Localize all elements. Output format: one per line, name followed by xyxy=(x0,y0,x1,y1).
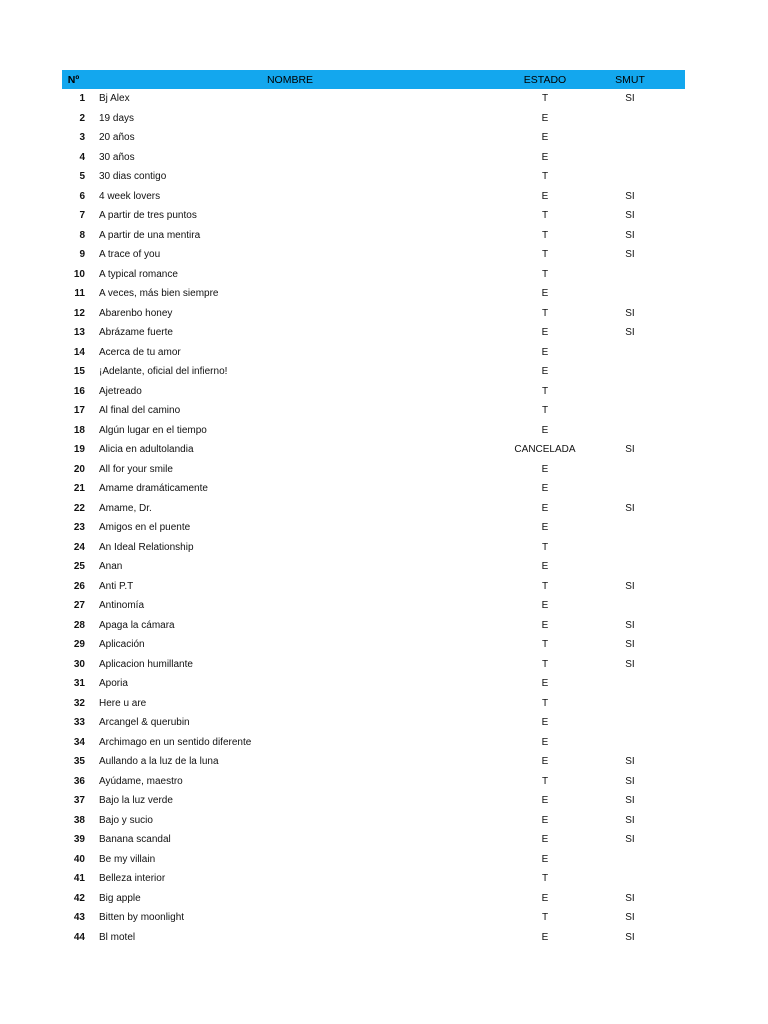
table-row xyxy=(62,557,685,577)
row-name: Aplicacion humillante xyxy=(99,658,193,670)
row-name: Archimago en un sentido diferente xyxy=(99,736,252,748)
row-name: Be my villain xyxy=(99,853,156,865)
row-smut: SI xyxy=(625,834,635,846)
row-smut: SI xyxy=(625,931,635,943)
row-smut: SI xyxy=(625,229,635,241)
table-row xyxy=(62,889,685,909)
row-state: T xyxy=(541,658,549,670)
row-number: 6 xyxy=(79,190,85,202)
row-name: Alicia en adultolandia xyxy=(99,444,194,456)
table-body xyxy=(62,89,685,947)
row-name: Abrázame fuerte xyxy=(99,327,173,339)
row-number: 23 xyxy=(73,522,85,534)
table-row xyxy=(62,440,685,460)
table-row xyxy=(62,811,685,831)
row-name: Here u are xyxy=(99,697,147,709)
table-row xyxy=(62,362,685,382)
row-name: A trace of you xyxy=(99,249,161,261)
table-row xyxy=(62,577,685,597)
table-row xyxy=(62,148,685,168)
row-number: 9 xyxy=(79,249,85,261)
row-state: E xyxy=(541,288,549,300)
row-smut: SI xyxy=(625,639,635,651)
row-smut: SI xyxy=(625,444,635,456)
row-number: 31 xyxy=(73,678,85,690)
table-row xyxy=(62,772,685,792)
row-name: Bl motel xyxy=(99,931,136,943)
row-state: E xyxy=(541,600,549,612)
table-row xyxy=(62,596,685,616)
row-state: E xyxy=(541,112,549,124)
header-num: Nº xyxy=(67,73,80,86)
table-row xyxy=(62,869,685,889)
row-number: 21 xyxy=(73,483,85,495)
row-state: E xyxy=(541,892,549,904)
row-number: 35 xyxy=(73,756,85,768)
row-state: E xyxy=(541,502,549,514)
row-name: All for your smile xyxy=(99,463,173,475)
row-state: E xyxy=(541,717,549,729)
row-state: T xyxy=(541,405,549,417)
table-row xyxy=(62,928,685,948)
row-number: 28 xyxy=(73,619,85,631)
row-name: Algún lugar en el tiempo xyxy=(99,424,207,436)
table-row xyxy=(62,674,685,694)
table-header xyxy=(62,70,685,89)
row-state: E xyxy=(541,366,549,378)
row-number: 1 xyxy=(79,93,85,105)
row-state: E xyxy=(541,736,549,748)
table-row xyxy=(62,830,685,850)
row-smut: SI xyxy=(625,327,635,339)
row-name: Abarenbo honey xyxy=(99,307,173,319)
row-name: Arcangel & querubin xyxy=(99,717,190,729)
table-row xyxy=(62,167,685,187)
table-row xyxy=(62,226,685,246)
row-number: 44 xyxy=(73,931,85,943)
row-name: Big apple xyxy=(99,892,141,904)
row-number: 42 xyxy=(73,892,85,904)
row-state: E xyxy=(541,190,549,202)
row-state: E xyxy=(541,561,549,573)
row-name: A partir de una mentira xyxy=(99,229,201,241)
row-smut: SI xyxy=(625,307,635,319)
row-smut: SI xyxy=(625,775,635,787)
table-row xyxy=(62,284,685,304)
row-name: 4 week lovers xyxy=(99,190,161,202)
row-state: T xyxy=(541,385,549,397)
table-row xyxy=(62,752,685,772)
row-smut: SI xyxy=(625,912,635,924)
row-state: T xyxy=(541,268,549,280)
row-number: 19 xyxy=(73,444,85,456)
row-smut: SI xyxy=(625,190,635,202)
row-name: A partir de tres puntos xyxy=(99,210,197,222)
row-number: 26 xyxy=(73,580,85,592)
row-name: Ámame dramáticamente xyxy=(99,483,208,495)
row-name: Aplicación xyxy=(99,639,145,651)
row-smut: SI xyxy=(625,249,635,261)
row-smut: SI xyxy=(625,658,635,670)
row-state: E xyxy=(541,619,549,631)
row-number: 24 xyxy=(73,541,85,553)
table-row xyxy=(62,655,685,675)
row-smut: SI xyxy=(625,795,635,807)
row-state: E xyxy=(541,522,549,534)
row-number: 32 xyxy=(73,697,85,709)
table-row xyxy=(62,109,685,129)
row-number: 3 xyxy=(79,132,85,144)
spreadsheet-table xyxy=(62,70,685,947)
row-number: 25 xyxy=(73,561,85,573)
row-number: 29 xyxy=(73,639,85,651)
row-smut: SI xyxy=(625,580,635,592)
row-number: 38 xyxy=(73,814,85,826)
table-row xyxy=(62,616,685,636)
row-name: Acerca de tu amor xyxy=(99,346,181,358)
table-row xyxy=(62,401,685,421)
row-number: 33 xyxy=(73,717,85,729)
row-number: 20 xyxy=(73,463,85,475)
table-row xyxy=(62,265,685,285)
row-number: 37 xyxy=(73,795,85,807)
row-name: Al final del camino xyxy=(99,405,181,417)
table-row xyxy=(62,206,685,226)
row-state: T xyxy=(541,93,549,105)
row-number: 11 xyxy=(74,288,85,300)
row-name: A veces, más bien siempre xyxy=(99,288,219,300)
row-smut: SI xyxy=(625,210,635,222)
row-number: 16 xyxy=(73,385,85,397)
row-name: Bajo y sucio xyxy=(99,814,153,826)
row-state: T xyxy=(541,639,549,651)
row-name: Ajetreado xyxy=(99,385,142,397)
row-name: Banana scandal xyxy=(99,834,171,846)
row-name: 19 days xyxy=(99,112,135,124)
row-name: Ámame, Dr. xyxy=(99,502,152,514)
table-row xyxy=(62,499,685,519)
table-row xyxy=(62,421,685,441)
row-name: 20 años xyxy=(99,132,135,144)
table-row xyxy=(62,713,685,733)
row-state: T xyxy=(541,210,549,222)
row-name: Amigos en el puente xyxy=(99,522,191,534)
header-name: NOMBRE xyxy=(266,73,314,86)
row-state: T xyxy=(541,307,549,319)
row-number: 34 xyxy=(73,736,85,748)
row-state: E xyxy=(541,756,549,768)
row-name: An Ideal Relationship xyxy=(99,541,194,553)
table-row xyxy=(62,850,685,870)
row-state: T xyxy=(541,873,549,885)
row-name: Ayúdame, maestro xyxy=(99,775,183,787)
row-number: 27 xyxy=(73,600,85,612)
row-state: E xyxy=(541,424,549,436)
row-name: Aporia xyxy=(99,678,128,690)
row-name: Anti P.T xyxy=(99,580,134,592)
row-state: T xyxy=(541,912,549,924)
row-number: 30 xyxy=(73,658,85,670)
row-smut: SI xyxy=(625,892,635,904)
row-number: 5 xyxy=(79,171,85,183)
row-state: T xyxy=(541,580,549,592)
row-name: Anan xyxy=(99,561,123,573)
table-row xyxy=(62,908,685,928)
row-state: E xyxy=(541,834,549,846)
row-name: Bajo la luz verde xyxy=(99,795,173,807)
row-name: Bj Alex xyxy=(99,93,130,105)
row-number: 18 xyxy=(73,424,85,436)
row-name: 30 dias contigo xyxy=(99,171,167,183)
table-row xyxy=(62,635,685,655)
row-number: 4 xyxy=(79,151,85,163)
row-smut: SI xyxy=(625,502,635,514)
table-row xyxy=(62,128,685,148)
row-name: Bitten by moonlight xyxy=(99,912,185,924)
row-state: E xyxy=(541,327,549,339)
table-row xyxy=(62,187,685,207)
row-name: Belleza interior xyxy=(99,873,166,885)
row-name: A typical romance xyxy=(99,268,178,280)
row-number: 39 xyxy=(73,834,85,846)
row-state: E xyxy=(541,795,549,807)
table-row xyxy=(62,518,685,538)
table-row xyxy=(62,694,685,714)
table-row xyxy=(62,245,685,265)
table-row xyxy=(62,382,685,402)
row-state: T xyxy=(541,229,549,241)
table-row xyxy=(62,791,685,811)
row-number: 15 xyxy=(73,366,85,378)
row-smut: SI xyxy=(625,619,635,631)
header-smut: SMUT xyxy=(615,73,645,86)
row-number: 10 xyxy=(73,268,85,280)
table-row xyxy=(62,89,685,109)
row-number: 13 xyxy=(73,327,85,339)
row-state: E xyxy=(541,678,549,690)
table-row xyxy=(62,460,685,480)
row-state: E xyxy=(541,463,549,475)
row-state: E xyxy=(541,814,549,826)
row-state: E xyxy=(541,346,549,358)
row-state: T xyxy=(541,249,549,261)
row-smut: SI xyxy=(625,814,635,826)
row-smut: SI xyxy=(625,93,635,105)
row-number: 41 xyxy=(73,873,85,885)
row-name: Antinomía xyxy=(99,600,145,612)
row-name: 30 años xyxy=(99,151,135,163)
row-number: 43 xyxy=(73,912,85,924)
row-state: E xyxy=(541,151,549,163)
header-state: ESTADO xyxy=(523,73,567,86)
row-number: 8 xyxy=(79,229,85,241)
row-number: 40 xyxy=(73,853,85,865)
row-state: E xyxy=(541,483,549,495)
row-number: 7 xyxy=(79,210,85,222)
row-state: T xyxy=(541,541,549,553)
row-number: 12 xyxy=(73,307,85,319)
table-row xyxy=(62,733,685,753)
row-state: CANCELADA xyxy=(514,444,576,456)
row-state: T xyxy=(541,775,549,787)
table-row xyxy=(62,304,685,324)
table-row xyxy=(62,343,685,363)
row-name: Apaga la cámara xyxy=(99,619,175,631)
row-number: 14 xyxy=(73,346,85,358)
table-row xyxy=(62,323,685,343)
row-number: 17 xyxy=(73,405,85,417)
row-name: Aullando a la luz de la luna xyxy=(99,756,219,768)
row-state: E xyxy=(541,853,549,865)
row-number: 36 xyxy=(73,775,85,787)
row-state: E xyxy=(541,132,549,144)
table-row xyxy=(62,479,685,499)
row-number: 22 xyxy=(73,502,85,514)
row-name: ¡Adelante, oficial del infierno! xyxy=(99,366,228,378)
row-number: 2 xyxy=(79,112,85,124)
table-row xyxy=(62,538,685,558)
row-state: T xyxy=(541,171,549,183)
row-state: E xyxy=(541,931,549,943)
row-state: T xyxy=(541,697,549,709)
row-smut: SI xyxy=(625,756,635,768)
